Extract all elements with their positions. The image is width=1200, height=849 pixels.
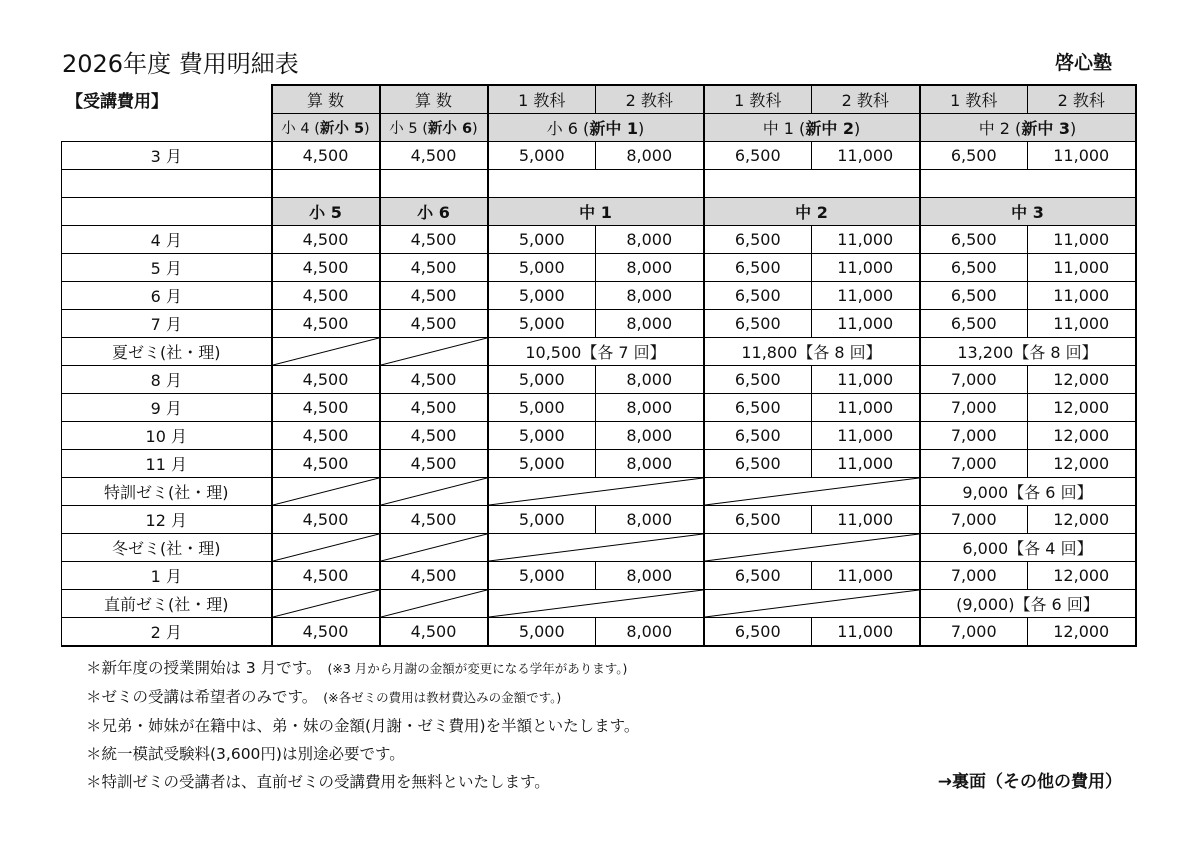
diagonal-empty-cell bbox=[272, 478, 380, 506]
fee-cell: 4,500 bbox=[272, 450, 380, 478]
fee-cell: 4,500 bbox=[272, 366, 380, 394]
diagonal-empty-cell bbox=[704, 534, 920, 562]
fee-cell: 12,000 bbox=[1028, 366, 1136, 394]
fee-cell: 5,000 bbox=[488, 282, 596, 310]
fee-cell: 5,000 bbox=[488, 394, 596, 422]
grade-header: 中 3 bbox=[920, 198, 1136, 226]
fee-cell: 12,000 bbox=[1028, 422, 1136, 450]
fee-cell: 6,500 bbox=[920, 254, 1028, 282]
fee-cell: 5,000 bbox=[488, 226, 596, 254]
fee-cell: 5,000 bbox=[488, 450, 596, 478]
diagonal-empty-cell bbox=[380, 534, 488, 562]
fee-cell: 12,000 bbox=[1028, 394, 1136, 422]
grade-header: 小 6 bbox=[380, 198, 488, 226]
table-row bbox=[62, 226, 1136, 254]
fee-cell: 4,500 bbox=[380, 366, 488, 394]
march-grade-header bbox=[380, 114, 488, 142]
march-grade-header bbox=[920, 114, 1136, 142]
empty-cell bbox=[488, 170, 704, 198]
fee-cell: 6,500 bbox=[704, 450, 812, 478]
diagonal-empty-cell bbox=[488, 534, 704, 562]
fee-cell: 8,000 bbox=[596, 506, 704, 534]
fee-cell: 5,000 bbox=[488, 506, 596, 534]
grade-current: 中 1 ( bbox=[762, 119, 806, 138]
diagonal-line bbox=[273, 590, 379, 617]
fee-cell: 4,500 bbox=[380, 310, 488, 338]
fee-cell: 4,500 bbox=[380, 394, 488, 422]
fee-cell: 7,000 bbox=[920, 562, 1028, 590]
seminar-row bbox=[62, 590, 1136, 618]
row-label: 1 月 bbox=[62, 562, 272, 590]
fee-cell: 11,000 bbox=[812, 254, 920, 282]
course-header: 2 教科 bbox=[1028, 85, 1136, 114]
fee-cell: 11,000 bbox=[812, 618, 920, 647]
note-text: ＊新年度の授業開始は 3 月です。 bbox=[86, 659, 322, 677]
grade-new: 新中 3 bbox=[1021, 119, 1071, 138]
fee-cell: 4,500 bbox=[380, 282, 488, 310]
notes-list bbox=[86, 654, 639, 796]
fee-cell: 11,000 bbox=[812, 282, 920, 310]
table-row bbox=[62, 394, 1136, 422]
fee-cell: 8,000 bbox=[596, 142, 704, 170]
fee-cell: 5,000 bbox=[488, 618, 596, 647]
row-label: 冬ゼミ(社・理) bbox=[62, 534, 272, 562]
diagonal-line bbox=[273, 534, 379, 561]
fee-cell: 4,500 bbox=[380, 226, 488, 254]
table-row bbox=[62, 254, 1136, 282]
course-header: 1 教科 bbox=[704, 85, 812, 114]
fee-cell: 8,000 bbox=[596, 366, 704, 394]
diagonal-line bbox=[705, 534, 919, 561]
seminar-fee-cell: 6,000【各 4 回】 bbox=[920, 534, 1136, 562]
row-label: 8 月 bbox=[62, 366, 272, 394]
fee-cell: 8,000 bbox=[596, 422, 704, 450]
course-header: 算 数 bbox=[380, 85, 488, 114]
fee-cell: 6,500 bbox=[920, 282, 1028, 310]
fee-cell: 6,500 bbox=[920, 226, 1028, 254]
fee-cell: 6,500 bbox=[704, 394, 812, 422]
note-text: ＊統一模試受験料(3,600円)は別途必要です。 bbox=[86, 745, 405, 763]
fee-cell: 4,500 bbox=[272, 226, 380, 254]
grade-new: 新中 2 bbox=[805, 119, 855, 138]
diagonal-line bbox=[705, 590, 919, 617]
fee-cell: 4,500 bbox=[380, 562, 488, 590]
course-header: 1 教科 bbox=[920, 85, 1028, 114]
fee-cell: 8,000 bbox=[596, 618, 704, 647]
grade-new: 新中 1 bbox=[589, 119, 639, 138]
row-label: 直前ゼミ(社・理) bbox=[62, 590, 272, 618]
row-label: 夏ゼミ(社・理) bbox=[62, 338, 272, 366]
diagonal-empty-cell bbox=[272, 534, 380, 562]
note-item bbox=[86, 712, 639, 740]
empty-cell bbox=[920, 170, 1136, 198]
course-header: 算 数 bbox=[272, 85, 380, 114]
course-header: 2 教科 bbox=[596, 85, 704, 114]
fee-cell: 4,500 bbox=[272, 142, 380, 170]
fee-cell: 6,500 bbox=[920, 310, 1028, 338]
fee-cell: 4,500 bbox=[380, 422, 488, 450]
fee-cell: 4,500 bbox=[272, 310, 380, 338]
note-subtext: (※各ゼミの費用は教材費込みの金額です。) bbox=[323, 690, 562, 705]
fee-cell: 5,000 bbox=[488, 422, 596, 450]
fee-cell: 4,500 bbox=[380, 506, 488, 534]
fee-cell: 6,500 bbox=[704, 562, 812, 590]
seminar-fee-cell: 11,800【各 8 回】 bbox=[704, 338, 920, 366]
row-label: 9 月 bbox=[62, 394, 272, 422]
diagonal-line bbox=[381, 590, 487, 617]
row-label: 特訓ゼミ(社・理) bbox=[62, 478, 272, 506]
fee-cell: 4,500 bbox=[380, 618, 488, 647]
fee-cell: 5,000 bbox=[488, 142, 596, 170]
table-row bbox=[62, 422, 1136, 450]
row-label: 12 月 bbox=[62, 506, 272, 534]
grade-close: ) bbox=[638, 119, 645, 138]
fee-cell: 11,000 bbox=[812, 562, 920, 590]
page-title: 2026年度 費用明細表 bbox=[62, 50, 299, 78]
fee-cell: 4,500 bbox=[380, 254, 488, 282]
header-march-grades-row bbox=[62, 114, 1136, 142]
seminar-fee-cell: 13,200【各 8 回】 bbox=[920, 338, 1136, 366]
fee-cell: 11,000 bbox=[812, 450, 920, 478]
fee-cell: 8,000 bbox=[596, 226, 704, 254]
note-item bbox=[86, 768, 639, 796]
diagonal-empty-cell bbox=[380, 338, 488, 366]
fee-cell: 8,000 bbox=[596, 310, 704, 338]
grade-current: 小 5 ( bbox=[389, 121, 428, 137]
fee-cell: 11,000 bbox=[812, 226, 920, 254]
header-grades-row bbox=[62, 198, 1136, 226]
fee-cell: 4,500 bbox=[272, 254, 380, 282]
empty-cell bbox=[380, 170, 488, 198]
grade-current: 小 6 ( bbox=[546, 119, 590, 138]
fee-cell: 11,000 bbox=[1028, 282, 1136, 310]
fee-cell: 5,000 bbox=[488, 366, 596, 394]
empty-cell bbox=[272, 170, 380, 198]
fee-cell: 4,500 bbox=[272, 506, 380, 534]
header-courses-row bbox=[62, 85, 1136, 114]
section-label: 【受講費用】 bbox=[66, 92, 168, 112]
march-grade-header bbox=[704, 114, 920, 142]
row-label: 3 月 bbox=[62, 142, 272, 170]
grade-new: 新小 5 bbox=[319, 121, 365, 137]
fee-cell: 12,000 bbox=[1028, 562, 1136, 590]
march-grade-header bbox=[488, 114, 704, 142]
fee-cell: 6,500 bbox=[704, 310, 812, 338]
fee-cell: 8,000 bbox=[596, 282, 704, 310]
diagonal-line bbox=[489, 534, 703, 561]
row-label: 6 月 bbox=[62, 282, 272, 310]
fee-cell: 4,500 bbox=[380, 450, 488, 478]
diagonal-line bbox=[381, 534, 487, 561]
fee-cell: 4,500 bbox=[272, 394, 380, 422]
fee-cell: 11,000 bbox=[812, 506, 920, 534]
note-item bbox=[86, 740, 639, 768]
fee-cell: 11,000 bbox=[1028, 254, 1136, 282]
grade-new: 新小 6 bbox=[427, 121, 473, 137]
fee-cell: 5,000 bbox=[488, 310, 596, 338]
diagonal-empty-cell bbox=[380, 590, 488, 618]
diagonal-empty-cell bbox=[488, 590, 704, 618]
empty-cell bbox=[704, 170, 920, 198]
diagonal-empty-cell bbox=[272, 590, 380, 618]
fee-cell: 11,000 bbox=[812, 366, 920, 394]
table-row bbox=[62, 366, 1136, 394]
grade-close: ) bbox=[854, 119, 861, 138]
fee-cell: 6,500 bbox=[920, 142, 1028, 170]
row-label: 5 月 bbox=[62, 254, 272, 282]
fee-cell: 7,000 bbox=[920, 450, 1028, 478]
fee-cell: 8,000 bbox=[596, 562, 704, 590]
fee-cell: 11,000 bbox=[812, 310, 920, 338]
fee-cell: 4,500 bbox=[272, 282, 380, 310]
grade-close: ) bbox=[472, 121, 478, 137]
empty-cell bbox=[62, 170, 272, 198]
fee-cell: 4,500 bbox=[272, 422, 380, 450]
diagonal-line bbox=[489, 478, 703, 505]
fee-cell: 11,000 bbox=[812, 422, 920, 450]
diagonal-line bbox=[273, 338, 379, 365]
empty-cell bbox=[62, 198, 272, 226]
fee-cell: 12,000 bbox=[1028, 618, 1136, 647]
seminar-fee-cell: (9,000)【各 6 回】 bbox=[920, 590, 1136, 618]
march-grade-header bbox=[272, 114, 380, 142]
diagonal-line bbox=[489, 590, 703, 617]
row-label: 11 月 bbox=[62, 450, 272, 478]
fee-cell: 6,500 bbox=[704, 422, 812, 450]
grade-close: ) bbox=[1070, 119, 1077, 138]
seminar-fee-cell: 10,500【各 7 回】 bbox=[488, 338, 704, 366]
table-row bbox=[62, 450, 1136, 478]
fee-cell: 4,500 bbox=[272, 562, 380, 590]
fee-cell: 7,000 bbox=[920, 366, 1028, 394]
note-text: ＊特訓ゼミの受講者は、直前ゼミの受講費用を無料といたします。 bbox=[86, 773, 550, 791]
row-label: 2 月 bbox=[62, 618, 272, 647]
fee-cell: 7,000 bbox=[920, 422, 1028, 450]
diagonal-empty-cell bbox=[704, 590, 920, 618]
grade-header: 中 2 bbox=[704, 198, 920, 226]
diagonal-line bbox=[381, 338, 487, 365]
header-blank bbox=[62, 114, 272, 142]
fee-cell: 6,500 bbox=[704, 506, 812, 534]
seminar-fee-cell: 9,000【各 6 回】 bbox=[920, 478, 1136, 506]
fee-cell: 8,000 bbox=[596, 450, 704, 478]
table-row bbox=[62, 282, 1136, 310]
spacer-row bbox=[62, 170, 1136, 198]
row-label: 7 月 bbox=[62, 310, 272, 338]
course-header: 2 教科 bbox=[812, 85, 920, 114]
seminar-row bbox=[62, 534, 1136, 562]
fee-cell: 12,000 bbox=[1028, 450, 1136, 478]
note-item bbox=[86, 683, 639, 712]
diagonal-line bbox=[705, 478, 919, 505]
grade-close: ) bbox=[364, 121, 370, 137]
fee-cell: 7,000 bbox=[920, 506, 1028, 534]
fee-cell: 4,500 bbox=[272, 618, 380, 647]
fee-cell: 5,000 bbox=[488, 254, 596, 282]
table-row bbox=[62, 142, 1136, 170]
note-text: ＊ゼミの受講は希望者のみです。 bbox=[86, 688, 318, 706]
note-subtext: (※3 月から月謝の金額が変更になる学年があります。) bbox=[327, 661, 628, 676]
diagonal-empty-cell bbox=[272, 338, 380, 366]
note-text: ＊兄弟・姉妹が在籍中は、弟・妹の金額(月謝・ゼミ費用)を半額といたします。 bbox=[86, 717, 640, 735]
fee-cell: 6,500 bbox=[704, 366, 812, 394]
fee-cell: 6,500 bbox=[704, 254, 812, 282]
fee-cell: 11,000 bbox=[1028, 310, 1136, 338]
row-label: 10 月 bbox=[62, 422, 272, 450]
diagonal-line bbox=[273, 478, 379, 505]
diagonal-line bbox=[381, 478, 487, 505]
grade-header: 小 5 bbox=[272, 198, 380, 226]
fee-cell: 7,000 bbox=[920, 618, 1028, 647]
note-item bbox=[86, 654, 639, 683]
fee-cell: 8,000 bbox=[596, 254, 704, 282]
school-name: 啓心塾 bbox=[1054, 52, 1112, 74]
fee-cell: 6,500 bbox=[704, 226, 812, 254]
fee-cell: 11,000 bbox=[812, 394, 920, 422]
row-label: 4 月 bbox=[62, 226, 272, 254]
course-header: 1 教科 bbox=[488, 85, 596, 114]
fee-cell: 8,000 bbox=[596, 394, 704, 422]
fee-cell: 11,000 bbox=[812, 142, 920, 170]
grade-current: 中 2 ( bbox=[978, 119, 1022, 138]
table-row bbox=[62, 310, 1136, 338]
back-page-note: →裏面（その他の費用） bbox=[937, 772, 1122, 792]
diagonal-empty-cell bbox=[488, 478, 704, 506]
grade-current: 小 4 ( bbox=[281, 121, 320, 137]
fee-cell: 7,000 bbox=[920, 394, 1028, 422]
fee-cell: 5,000 bbox=[488, 562, 596, 590]
seminar-row bbox=[62, 478, 1136, 506]
table-row bbox=[62, 618, 1136, 647]
fee-cell: 12,000 bbox=[1028, 506, 1136, 534]
table-row bbox=[62, 562, 1136, 590]
fee-table bbox=[61, 84, 1137, 647]
fee-cell: 6,500 bbox=[704, 618, 812, 647]
fee-cell: 11,000 bbox=[1028, 142, 1136, 170]
fee-cell: 6,500 bbox=[704, 282, 812, 310]
fee-cell: 11,000 bbox=[1028, 226, 1136, 254]
fee-cell: 4,500 bbox=[380, 142, 488, 170]
diagonal-empty-cell bbox=[380, 478, 488, 506]
grade-header: 中 1 bbox=[488, 198, 704, 226]
diagonal-empty-cell bbox=[704, 478, 920, 506]
seminar-row bbox=[62, 338, 1136, 366]
fee-cell: 6,500 bbox=[704, 142, 812, 170]
table-row bbox=[62, 506, 1136, 534]
